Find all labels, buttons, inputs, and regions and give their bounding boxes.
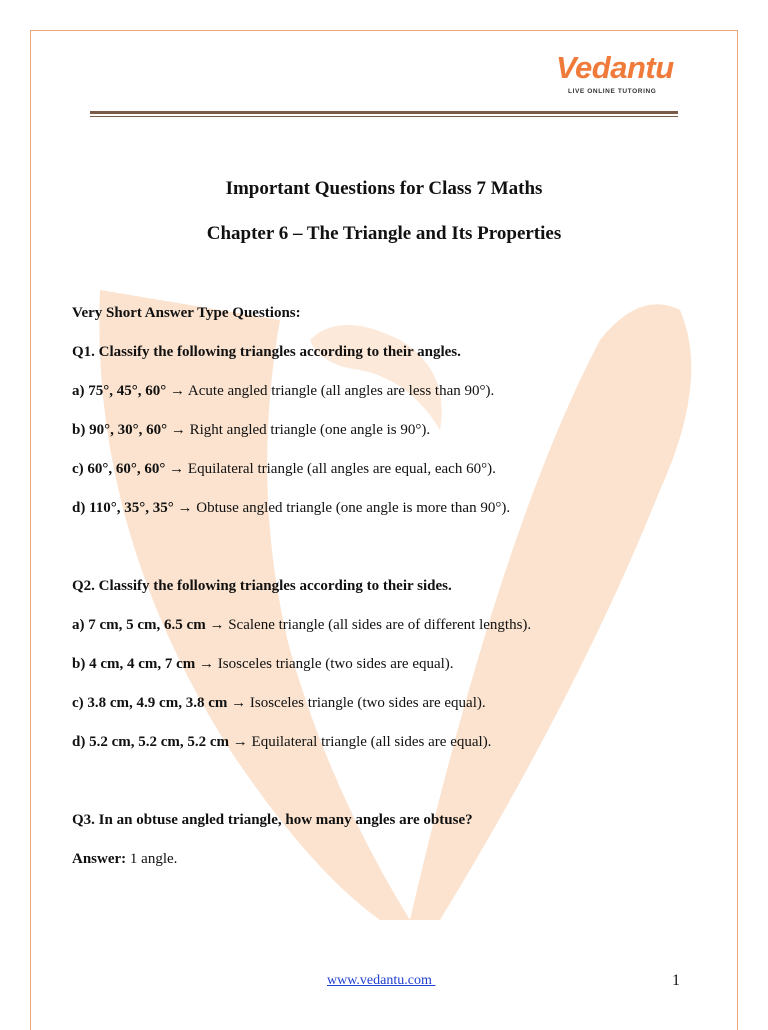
q1-item-b-key: b) 90°, 30°, 60° xyxy=(72,422,168,438)
q2-item-a-key: a) 7 cm, 5 cm, 6.5 cm xyxy=(72,617,206,633)
header-rule-thick xyxy=(90,111,678,114)
q3-answer-label: Answer: xyxy=(72,851,127,867)
vedantu-logo xyxy=(556,52,686,98)
q1-question: Q1. Classify the following triangles according to their angles. xyxy=(72,344,461,360)
watermark-v-inner xyxy=(310,325,442,430)
q2-item-a-answer: → Scalene triangle (all sides are of different lengths). xyxy=(205,617,532,633)
q3-answer xyxy=(72,851,177,868)
q1-item-b xyxy=(72,422,430,439)
logo-wordmark: Vedantu xyxy=(556,50,674,85)
header-rule-thin xyxy=(90,116,678,117)
chapter-title: Chapter 6 – The Triangle and Its Properties xyxy=(206,223,562,244)
q2-item-c-key: c) 3.8 cm, 4.9 cm, 3.8 cm xyxy=(72,695,228,711)
page-title: Important Questions for Class 7 Maths xyxy=(225,178,543,199)
q1-item-b-answer: → Right angled triangle (one angle is 90°). xyxy=(167,422,431,438)
q2-item-b xyxy=(72,656,454,673)
section-heading: Very Short Answer Type Questions: xyxy=(72,305,301,321)
q1-item-c-key: c) 60°, 60°, 60° xyxy=(72,461,166,477)
q3-answer-text: 1 angle. xyxy=(126,851,178,867)
q2-item-d-key: d) 5.2 cm, 5.2 cm, 5.2 cm xyxy=(72,734,230,750)
q2-item-d xyxy=(72,734,491,751)
q2-item-d-answer: → Equilateral triangle (all sides are equal). xyxy=(229,734,492,750)
logo-tagline: LIVE ONLINE TUTORING xyxy=(568,88,657,95)
q1-item-d xyxy=(72,500,510,517)
q1-item-d-key: d) 110°, 35°, 35° xyxy=(72,500,174,516)
q1-item-c xyxy=(72,461,496,478)
q2-item-b-key: b) 4 cm, 4 cm, 7 cm xyxy=(72,656,196,672)
q1-item-c-answer: → Equilateral triangle (all angles are equal, each 60°). xyxy=(165,461,496,477)
page-number: 1 xyxy=(672,972,680,989)
q1-item-a xyxy=(72,383,494,400)
q1-item-d-answer: → Obtuse angled triangle (one angle is more than 90°). xyxy=(173,500,511,516)
q1-item-a-key: a) 75°, 45°, 60° xyxy=(72,383,167,399)
q2-item-c-answer: → Isosceles triangle (two sides are equal). xyxy=(227,695,486,711)
q3-question: Q3. In an obtuse angled triangle, how many angles are obtuse? xyxy=(72,812,473,828)
q2-question: Q2. Classify the following triangles according to their sides. xyxy=(72,578,452,594)
q2-item-c xyxy=(72,695,486,712)
q2-item-b-answer: → Isosceles triangle (two sides are equal). xyxy=(195,656,454,672)
q2-item-a xyxy=(72,617,531,634)
footer-website-link[interactable]: www.vedantu.com xyxy=(327,973,436,988)
q1-item-a-answer: → Acute angled triangle (all angles are less than 90°). xyxy=(166,383,495,399)
